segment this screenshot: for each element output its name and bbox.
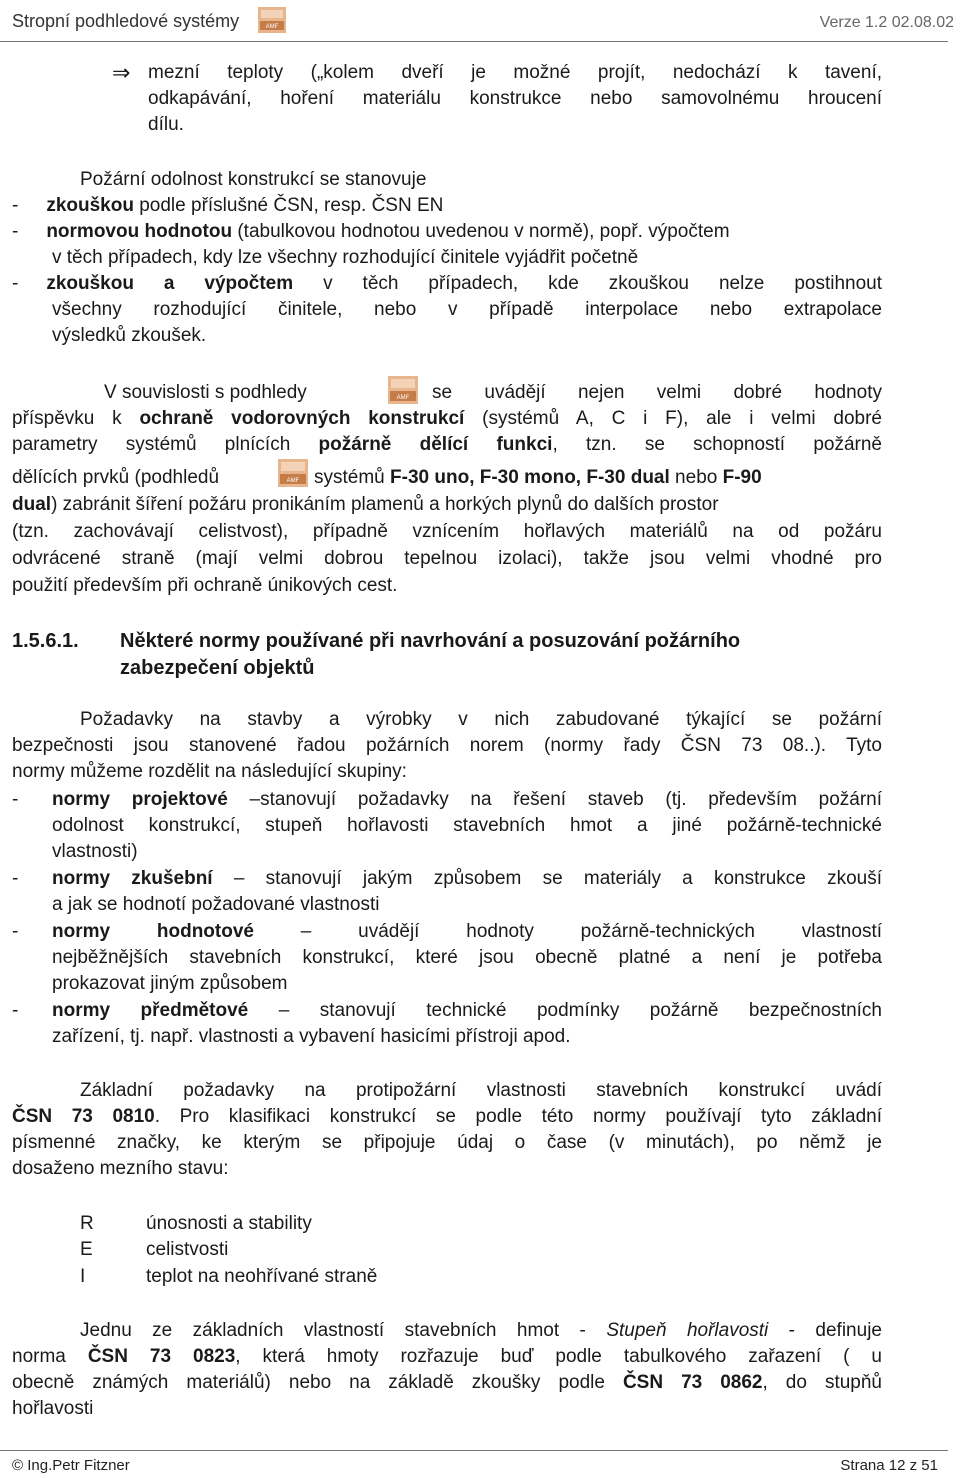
svg-text:AMF: AMF	[265, 24, 279, 30]
header-title: Stropní podhledové systémy	[12, 11, 240, 31]
paragraph-line: obecně známých materiálů) nebo na základě zkoušky podle ČSN 73 0862, do stupňů	[12, 1372, 882, 1393]
paragraph-line: Požadavky na stavby a výrobky v nich zabudované týkající se požární	[80, 709, 882, 730]
paragraph-line: systémů F-30 uno, F-30 mono, F-30 dual nebo F-90	[314, 467, 762, 488]
header-divider	[0, 41, 948, 42]
code-description: celistvosti	[146, 1239, 229, 1260]
paragraph-line: použití především při ochraně únikových cest.	[12, 575, 398, 596]
paragraph-line: Základní požadavky na protipožární vlastnosti stavebních konstrukcí uvádí	[80, 1080, 882, 1101]
list-item-continuation: odolnost konstrukcí, stupeň hořlavosti stavebních hmot a jiné požárně-technické	[52, 815, 882, 836]
list-item-continuation: v těch případech, kdy lze všechny rozhodující činitele vyjádřit početně	[52, 247, 639, 268]
company-logo-icon	[278, 459, 308, 487]
list-item-continuation: a jak se hodnotí požadované vlastnosti	[52, 894, 380, 915]
svg-text:AMF: AMF	[396, 395, 410, 401]
paragraph-line: příspěvku k ochraně vodorovných konstrukcí (systémů A, C i F), ale i velmi dobré	[12, 408, 883, 429]
code-description: únosnosti a stability	[146, 1213, 312, 1234]
list-item: normy předmětové – stanovují technické podmínky požárně bezpečnostních	[52, 1000, 883, 1021]
paragraph-line: dosaženo mezního stavu:	[12, 1158, 229, 1179]
list-dash: -	[12, 868, 19, 889]
list-item-continuation: výsledků zkoušek.	[52, 325, 207, 346]
list-item: normy zkušební – stanovují jakým způsobem se materiály a konstrukce zkouší	[52, 868, 882, 889]
list-item: - normovou hodnotou (tabulkovou hodnotou uvedenou v normě), popř. výpočtem	[12, 221, 730, 242]
list-item-continuation: zařízení, tj. např. vlastnosti a vybavení hasicími přístroji apod.	[52, 1026, 571, 1047]
arrow-bullet-icon: ⇒	[112, 60, 131, 85]
paragraph-line: (tzn. zachovávají celistvost), případně vznícením hořlavých materiálů na od požáru	[12, 521, 882, 542]
list-item-continuation: nejběžnějších stavebních konstrukcí, které jsou obecně platné a není je potřeba	[52, 947, 882, 968]
section-title: Některé normy používané při navrhování a posuzování požárního	[120, 630, 741, 652]
svg-text:AMF: AMF	[286, 478, 300, 484]
list-item: normy hodnotové – uvádějí hodnoty požárně-technických vlastností	[52, 921, 882, 942]
paragraph-line: odvrácené straně (mají velmi dobrou tepelnou izolaci), takže jsou velmi vhodné pro	[12, 548, 882, 569]
bullet-line: dílu.	[148, 114, 184, 135]
paragraph-line: parametry systémů plnících požárně dělící funkci, tzn. se schopností požárně	[12, 434, 883, 455]
list-item: - zkouškou podle příslušné ČSN, resp. ČSN EN	[12, 195, 444, 216]
footer-author: © Ing.Petr Fitzner	[12, 1457, 130, 1474]
footer-divider	[0, 1450, 948, 1451]
code-letter: I	[80, 1266, 86, 1287]
company-logo-icon	[388, 376, 418, 404]
section-title: zabezpečení objektů	[120, 657, 315, 679]
paragraph-line: normy můžeme rozdělit na následující skupiny:	[12, 761, 407, 782]
code-letter: R	[80, 1213, 94, 1234]
paragraph-line: hořlavosti	[12, 1398, 94, 1419]
code-letter: E	[80, 1239, 93, 1260]
paragraph-intro: Požární odolnost konstrukcí se stanovuje	[80, 169, 427, 190]
bullet-line: mezní teploty („kolem dveří je možné projít, nedochází k tavení,	[148, 62, 882, 83]
section-number: 1.5.6.1.	[12, 630, 79, 652]
paragraph-line: dělících prvků (podhledů	[12, 467, 220, 488]
paragraph-line: norma ČSN 73 0823, která hmoty rozřazuje buď podle tabulkového zařazení ( u	[12, 1346, 882, 1367]
company-logo-icon	[258, 7, 286, 33]
list-item-continuation: vlastnosti)	[52, 841, 138, 862]
paragraph-line: bezpečnosti jsou stanovené řadou požárních norem (normy řady ČSN 73 08..). Tyto	[12, 735, 882, 756]
header-version: Verze 1.2 02.08.02	[819, 14, 954, 31]
paragraph-line: ČSN 73 0810. Pro klasifikaci konstrukcí se podle této normy používají tyto základní	[12, 1106, 882, 1127]
paragraph-line: se uvádějí nejen velmi dobré hodnoty	[432, 382, 882, 403]
paragraph-line: Jednu ze základních vlastností stavebních hmot - Stupeň hořlavosti - definuje	[80, 1320, 882, 1341]
list-dash: -	[12, 921, 19, 942]
bullet-line: odkapávání, hoření materiálu konstrukce nebo samovolnému hroucení	[148, 88, 882, 109]
paragraph-line: dual) zabránit šíření požáru pronikáním plamenů a horkých plynů do dalších prostor	[12, 494, 719, 515]
code-description: teplot na neohřívané straně	[146, 1266, 378, 1287]
page-header	[0, 0, 960, 42]
paragraph-line: V souvislosti s podhledy	[104, 382, 307, 403]
list-item: - zkouškou a výpočtem v těch případech, kde zkouškou nelze postihnout	[12, 273, 883, 294]
list-item-continuation: prokazovat jiným způsobem	[52, 973, 288, 994]
list-item: normy projektové –stanovují požadavky na řešení staveb (tj. především požární	[52, 789, 882, 810]
list-dash: -	[12, 789, 19, 810]
list-item-continuation: všechny rozhodující činitele, nebo v případě interpolace nebo extrapolace	[52, 299, 882, 320]
list-dash: -	[12, 1000, 19, 1021]
footer-page-number: Strana 12 z 51	[840, 1457, 938, 1474]
paragraph-line: písmenné značky, ke kterým se připojuje údaj o čase (v minutách), po němž je	[12, 1132, 882, 1153]
